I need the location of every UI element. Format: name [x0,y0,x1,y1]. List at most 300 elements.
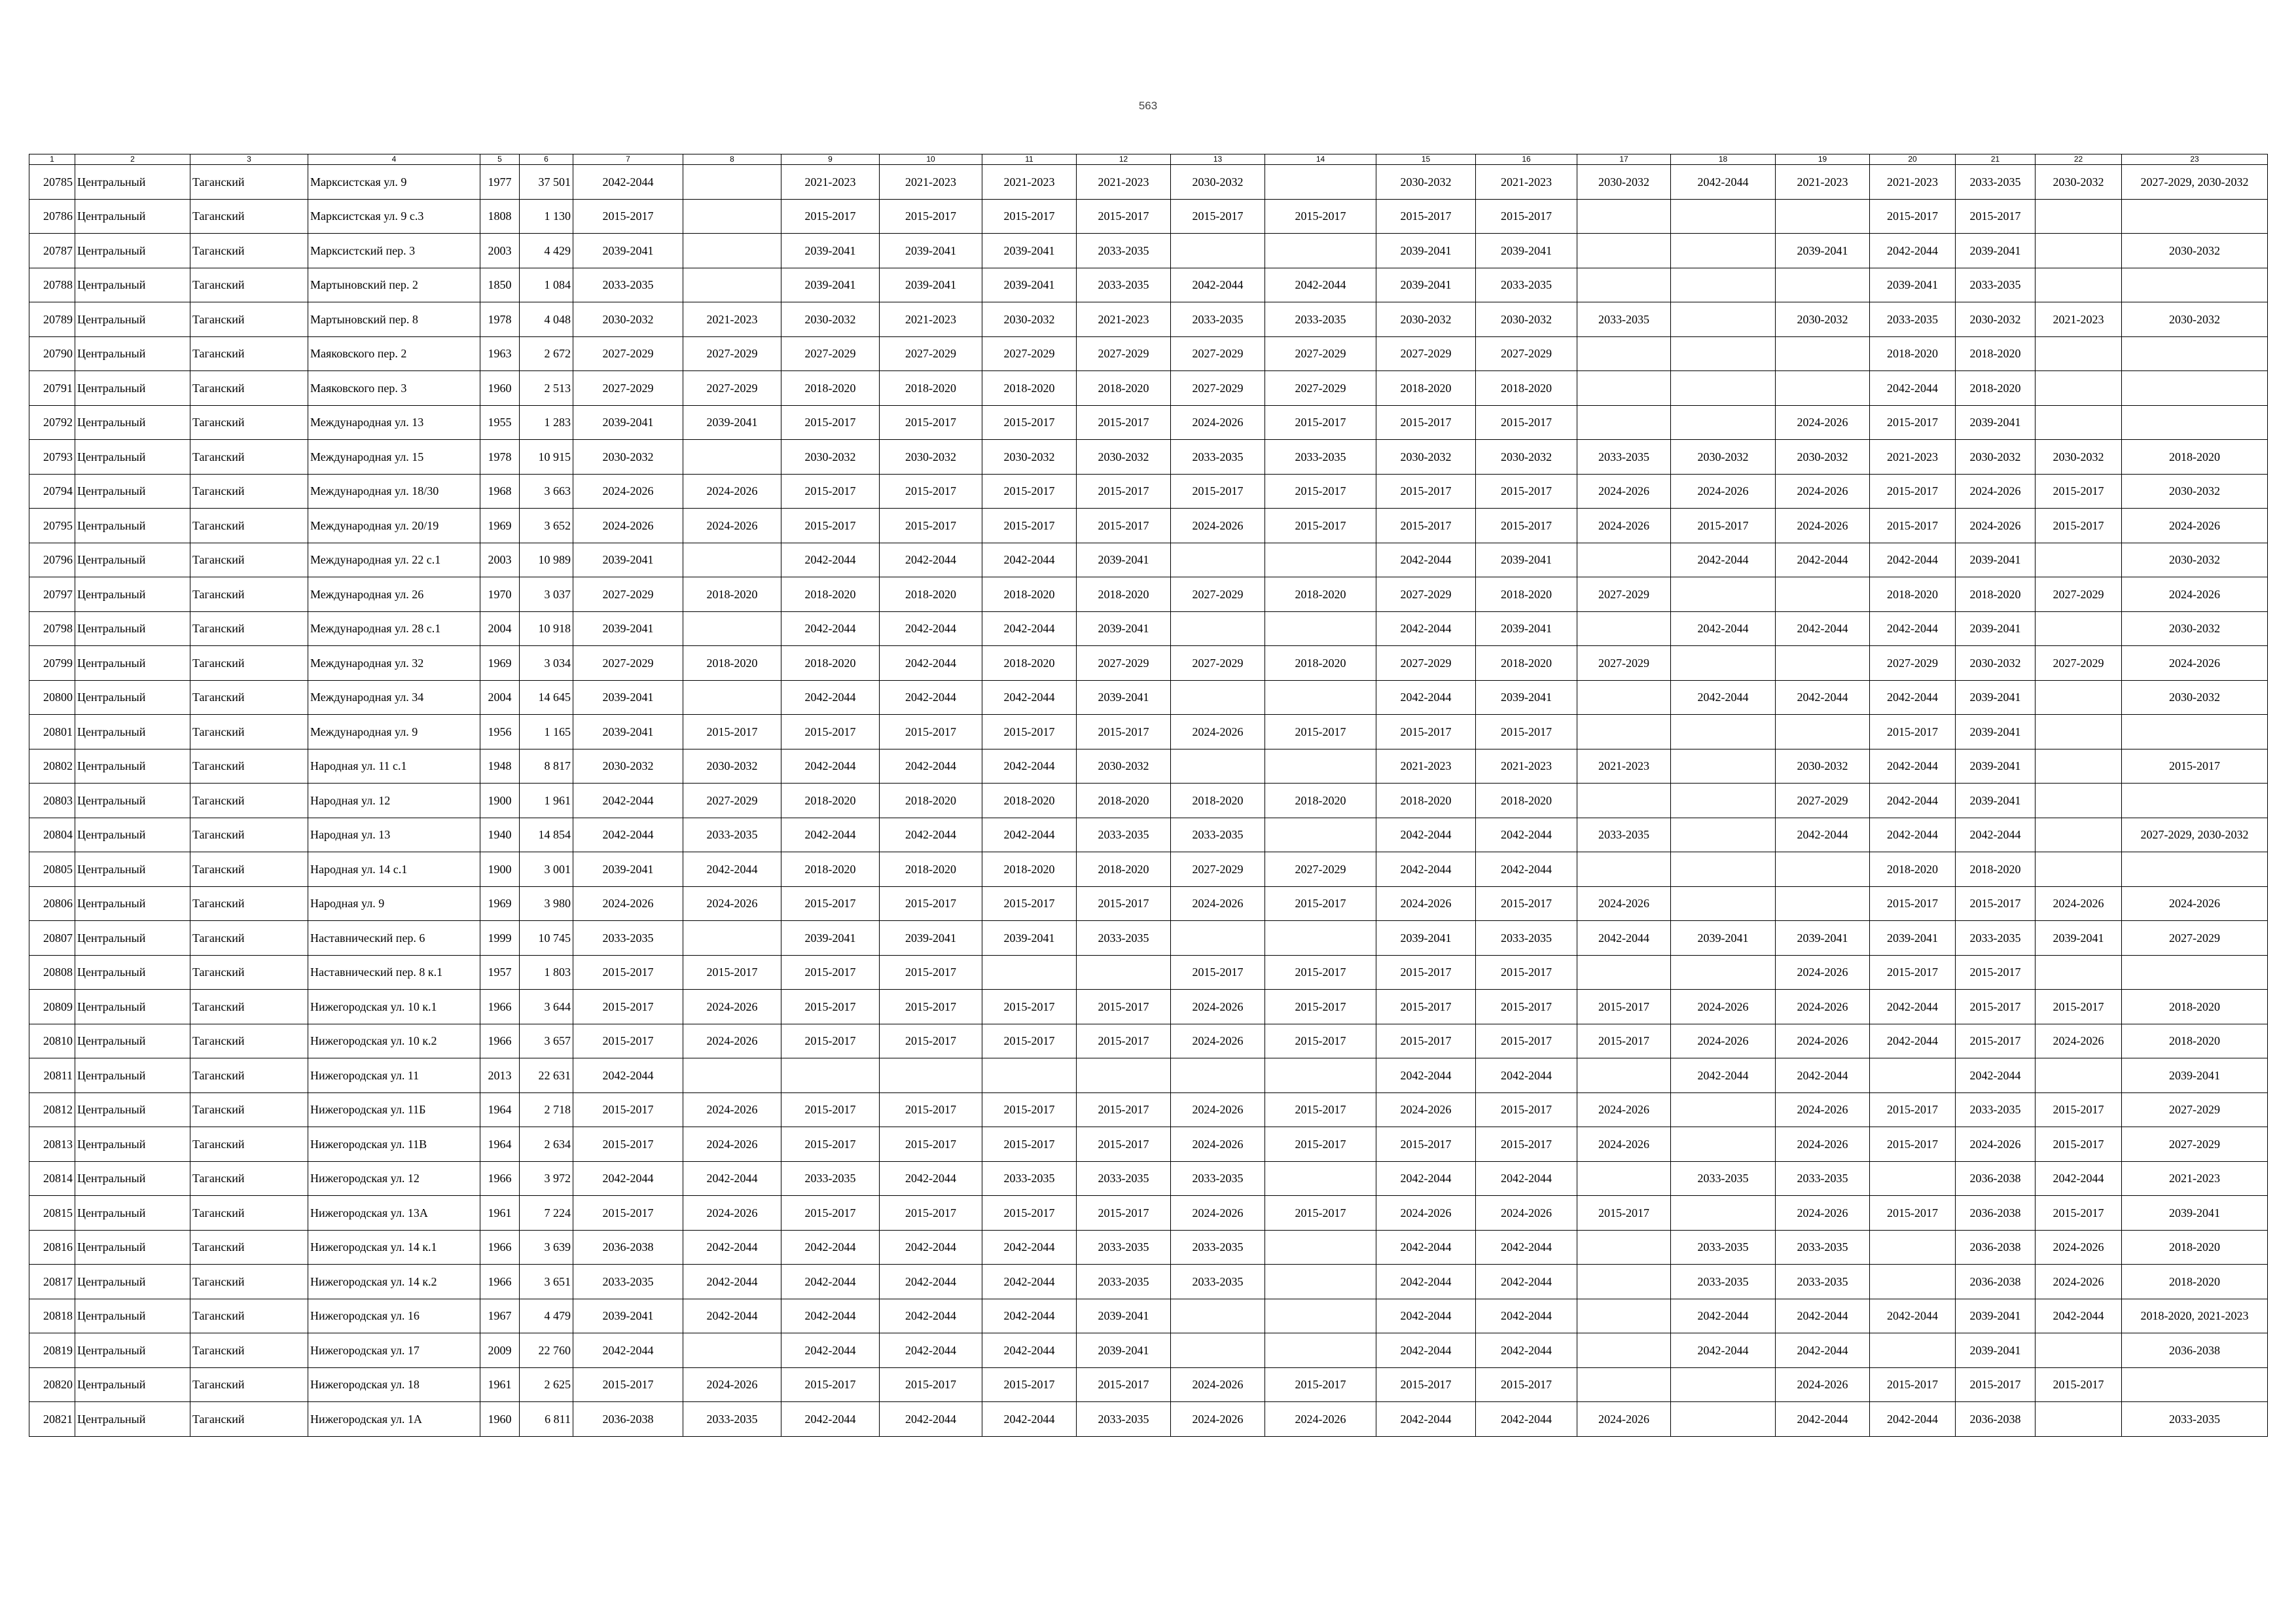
table-cell: 2042-2044 [982,611,1077,646]
table-cell: 2024-2026 [683,886,781,921]
table-cell: 2039-2041 [1476,611,1577,646]
table-cell: 2039-2041 [1956,784,2036,818]
table-cell [2036,1058,2122,1093]
table-cell [2036,268,2122,302]
table-cell: 2027-2029 [880,336,982,371]
table-cell [1577,336,1671,371]
table-cell: 2015-2017 [683,715,781,749]
table-cell: 2042-2044 [982,1299,1077,1333]
table-cell: Международная ул. 26 [308,577,480,612]
table-cell: 2024-2026 [1776,509,1870,543]
table-cell: 2015-2017 [2036,1367,2122,1402]
table-row [29,1127,2268,1162]
table-cell: Центральный [75,234,190,268]
table-cell: 2015-2017 [781,886,880,921]
table-cell: 2042-2044 [880,1299,982,1333]
table-cell: 2039-2041 [982,234,1077,268]
table-cell: 2015-2017 [1265,405,1376,440]
table-cell [2122,715,2268,749]
table-cell: Центральный [75,749,190,784]
table-cell [1776,268,1870,302]
table-cell: 2027-2029 [1171,371,1265,406]
table-cell: 2027-2029 [2122,1127,2268,1162]
table-cell: Нижегородская ул. 1А [308,1402,480,1437]
table-cell: 2042-2044 [781,611,880,646]
table-cell: 2015-2017 [982,1196,1077,1231]
table-cell: 2024-2026 [683,1092,781,1127]
table-row [29,1230,2268,1265]
table-cell: 2039-2041 [982,921,1077,956]
table-cell: Таганский [190,1058,308,1093]
table-row [29,715,2268,749]
table-cell: 2015-2017 [880,1127,982,1162]
table-cell: 2024-2026 [1171,1196,1265,1231]
table-cell: 2018-2020 [2122,1024,2268,1058]
table-cell: 2015-2017 [1577,1024,1671,1058]
table-cell: 2042-2044 [1671,1299,1776,1333]
table-cell: 2042-2044 [1870,234,1956,268]
table-cell: 2018-2020 [781,852,880,887]
table-cell: 2042-2044 [1265,268,1376,302]
table-cell: 2030-2032 [1376,165,1476,200]
table-cell: 20787 [29,234,75,268]
table-cell: 2024-2026 [1171,509,1265,543]
table-cell: 2042-2044 [1671,543,1776,577]
table-cell: 2018-2020 [982,784,1077,818]
table-row [29,749,2268,784]
table-cell: 20804 [29,818,75,852]
table-cell [2036,715,2122,749]
table-cell: 2015-2017 [573,1127,683,1162]
table-cell: 3 652 [520,509,573,543]
table-cell: 2039-2041 [573,611,683,646]
table-cell: 2042-2044 [1870,543,1956,577]
table-cell: 2015-2017 [1376,474,1476,509]
table-cell: 2030-2032 [1171,165,1265,200]
table-cell: Таганский [190,1333,308,1368]
table-cell [1577,680,1671,715]
table-cell [1776,371,1870,406]
table-row [29,371,2268,406]
table-cell: Нижегородская ул. 16 [308,1299,480,1333]
table-cell: 20799 [29,646,75,681]
table-cell: 2021-2023 [1870,440,1956,475]
table-cell: 2027-2029 [1376,646,1476,681]
table-cell: 2021-2023 [1870,165,1956,200]
table-cell: Наставнический пер. 6 [308,921,480,956]
table-cell: 2004 [480,680,520,715]
table-cell: 2015-2017 [1476,990,1577,1024]
table-cell: Центральный [75,405,190,440]
table-cell: 2030-2032 [573,302,683,337]
table-cell: 1 084 [520,268,573,302]
table-cell: 20808 [29,955,75,990]
table-cell: 2030-2032 [2036,165,2122,200]
table-cell: 2042-2044 [1476,1058,1577,1093]
table-cell: 1999 [480,921,520,956]
column-header: 14 [1265,154,1376,165]
table-cell: 1850 [480,268,520,302]
header-row [29,154,2268,165]
table-cell: 2033-2035 [1671,1265,1776,1299]
column-header: 15 [1376,154,1476,165]
table-cell [1171,611,1265,646]
column-header: 21 [1956,154,2036,165]
table-cell: 20790 [29,336,75,371]
table-cell: 37 501 [520,165,573,200]
table-cell: 2042-2044 [1476,1265,1577,1299]
table-cell: Таганский [190,611,308,646]
table-cell: 2015-2017 [982,199,1077,234]
table-cell: 2042-2044 [573,784,683,818]
table-cell: Центральный [75,1196,190,1231]
table-cell: 2039-2041 [573,680,683,715]
table-cell: 2024-2026 [1171,1024,1265,1058]
table-cell: Таганский [190,474,308,509]
table-cell: 2042-2044 [2036,1161,2122,1196]
table-cell [1776,886,1870,921]
table-cell: 2024-2026 [1171,886,1265,921]
table-cell: 2024-2026 [2036,1024,2122,1058]
table-cell: 2042-2044 [1671,1058,1776,1093]
table-cell: 2030-2032 [1776,302,1870,337]
table-cell: 22 760 [520,1333,573,1368]
table-cell: 2033-2035 [1577,818,1671,852]
table-cell: 2030-2032 [573,440,683,475]
table-cell [1776,336,1870,371]
table-cell: Таганский [190,886,308,921]
table-cell: 2015-2017 [1476,1127,1577,1162]
table-cell: 2042-2044 [1870,990,1956,1024]
table-cell [2036,852,2122,887]
table-cell: 2039-2041 [573,234,683,268]
table-cell: 2042-2044 [573,1161,683,1196]
table-cell: Таганский [190,955,308,990]
table-cell: 2015-2017 [1870,886,1956,921]
table-cell: 2024-2026 [2036,886,2122,921]
table-cell: 2015-2017 [880,199,982,234]
table-cell: 2039-2041 [781,268,880,302]
table-cell: 20819 [29,1333,75,1368]
table-cell: 1 803 [520,955,573,990]
table-cell [1171,543,1265,577]
table-cell: 2018-2020 [1376,784,1476,818]
table-cell: 2024-2026 [1956,474,2036,509]
table-cell: Центральный [75,818,190,852]
table-cell [2122,405,2268,440]
table-cell [1870,1161,1956,1196]
table-cell: 2027-2029 [1171,852,1265,887]
table-cell: 2003 [480,234,520,268]
table-cell [2036,784,2122,818]
table-cell: 2036-2038 [2122,1333,2268,1368]
table-cell [2122,199,2268,234]
table-cell: 2024-2026 [573,474,683,509]
table-cell: 2030-2032 [1376,440,1476,475]
table-cell: 14 854 [520,818,573,852]
table-cell: 3 657 [520,1024,573,1058]
table-cell: 2039-2041 [1077,543,1171,577]
table-cell: 2015-2017 [1376,199,1476,234]
table-cell: 2024-2026 [1376,1092,1476,1127]
table-cell: 2018-2020 [1476,371,1577,406]
table-cell: 2039-2041 [880,268,982,302]
table-cell: 1964 [480,1092,520,1127]
table-cell: 2042-2044 [982,749,1077,784]
table-cell: 2024-2026 [1776,1196,1870,1231]
table-cell: 2015-2017 [982,405,1077,440]
table-cell: Центральный [75,1333,190,1368]
table-row [29,921,2268,956]
table-cell: 2033-2035 [1956,921,2036,956]
table-cell [2036,680,2122,715]
table-cell [1671,268,1776,302]
table-cell: 2015-2017 [2036,990,2122,1024]
table-cell [1577,405,1671,440]
table-cell: 2027-2029 [1265,852,1376,887]
table-cell: 2027-2029 [573,577,683,612]
table-cell: 3 663 [520,474,573,509]
table-cell [1776,199,1870,234]
table-cell: 2015-2017 [1171,955,1265,990]
table-cell: 2039-2041 [1376,921,1476,956]
table-cell [683,921,781,956]
table-row [29,302,2268,337]
table-cell [1265,611,1376,646]
table-cell: Таганский [190,199,308,234]
table-cell: 2042-2044 [982,1333,1077,1368]
table-cell: 2027-2029 [573,646,683,681]
table-cell: 2039-2041 [1956,405,2036,440]
table-cell [1577,1333,1671,1368]
table-cell: 20818 [29,1299,75,1333]
table-cell: 2015-2017 [880,955,982,990]
table-cell: 2033-2035 [1671,1161,1776,1196]
table-cell: 2042-2044 [982,818,1077,852]
table-cell: 2024-2026 [1671,474,1776,509]
table-cell: 1 961 [520,784,573,818]
table-cell: 2027-2029 [1171,577,1265,612]
table-cell: 2042-2044 [1776,818,1870,852]
table-cell: Марксистская ул. 9 [308,165,480,200]
table-row [29,234,2268,268]
table-cell: 2030-2032 [1776,749,1870,784]
table-cell: Таганский [190,405,308,440]
column-header: 13 [1171,154,1265,165]
table-cell: 2015-2017 [1956,955,2036,990]
table-cell: 20811 [29,1058,75,1093]
table-cell [1265,749,1376,784]
table-cell [2122,955,2268,990]
table-cell: 1961 [480,1196,520,1231]
table-cell: 2042-2044 [1376,1299,1476,1333]
table-cell: 2024-2026 [2036,1265,2122,1299]
table-cell: 2 672 [520,336,573,371]
table-cell: 2033-2035 [1776,1230,1870,1265]
table-cell: Нижегородская ул. 10 к.1 [308,990,480,1024]
table-cell: 2015-2017 [1077,1127,1171,1162]
table-cell: 2039-2041 [880,234,982,268]
table-cell: Центральный [75,1299,190,1333]
table-cell: 2024-2026 [1776,1127,1870,1162]
table-cell: Народная ул. 13 [308,818,480,852]
table-cell: 2021-2023 [683,302,781,337]
table-cell: 2018-2020 [1376,371,1476,406]
table-cell: 2033-2035 [1956,268,2036,302]
table-cell: 2015-2017 [982,1024,1077,1058]
table-cell [683,1058,781,1093]
table-cell: Таганский [190,646,308,681]
table-cell: 2018-2020 [982,852,1077,887]
table-cell [2036,405,2122,440]
table-cell: 2015-2017 [1870,1127,1956,1162]
table-cell: Нижегородская ул. 12 [308,1161,480,1196]
table-cell: 2015-2017 [1476,1367,1577,1402]
table-cell: 1966 [480,1024,520,1058]
table-cell: 2027-2029 [573,371,683,406]
table-cell [1671,1092,1776,1127]
table-cell [683,268,781,302]
table-row [29,1265,2268,1299]
table-cell [1077,955,1171,990]
table-cell: 2039-2041 [982,268,1077,302]
column-header: 3 [190,154,308,165]
table-cell: Народная ул. 9 [308,886,480,921]
table-cell [982,955,1077,990]
table-cell: Марксистский пер. 3 [308,234,480,268]
table-cell [1171,921,1265,956]
table-cell [683,165,781,200]
table-cell: Центральный [75,302,190,337]
table-cell: 2033-2035 [1870,302,1956,337]
column-header: 17 [1577,154,1671,165]
table-cell [1671,784,1776,818]
table-cell: 2042-2044 [880,749,982,784]
table-cell: 2036-2038 [573,1402,683,1437]
table-cell: 2027-2029 [683,371,781,406]
table-cell: 2027-2029 [982,336,1077,371]
table-cell [1577,199,1671,234]
table-cell: 2024-2026 [2122,509,2268,543]
table-cell: Центральный [75,955,190,990]
table-cell: 1963 [480,336,520,371]
table-cell: Международная ул. 18/30 [308,474,480,509]
table-cell: 3 034 [520,646,573,681]
table-cell: 2015-2017 [1376,955,1476,990]
table-cell: 2030-2032 [683,749,781,784]
table-cell: 2042-2044 [880,1230,982,1265]
table-cell: 2030-2032 [2122,234,2268,268]
table-cell: 2039-2041 [1476,680,1577,715]
table-cell: 2027-2029 [1077,646,1171,681]
table-cell: 2042-2044 [781,1333,880,1368]
table-row [29,886,2268,921]
table-cell [1671,199,1776,234]
table-cell: 2033-2035 [1776,1265,1870,1299]
table-cell: Таганский [190,1367,308,1402]
table-cell: Таганский [190,302,308,337]
table-cell [683,1333,781,1368]
table-cell: 2015-2017 [1376,1367,1476,1402]
table-cell: Центральный [75,336,190,371]
table-cell: 7 224 [520,1196,573,1231]
table-cell: 2042-2044 [573,1333,683,1368]
table-cell: 2 718 [520,1092,573,1127]
table-cell: 2039-2041 [1077,1299,1171,1333]
table-cell: Таганский [190,1092,308,1127]
table-cell: 2015-2017 [982,990,1077,1024]
table-cell: 2015-2017 [1265,1196,1376,1231]
table-cell: 2018-2020 [982,577,1077,612]
table-cell: 2015-2017 [982,886,1077,921]
table-cell: 2042-2044 [1476,1402,1577,1437]
table-cell: 2024-2026 [1171,1402,1265,1437]
table-cell: 2033-2035 [1077,921,1171,956]
table-cell: 2015-2017 [1476,1092,1577,1127]
table-cell: 2033-2035 [1577,440,1671,475]
table-cell: 4 048 [520,302,573,337]
table-cell: 20802 [29,749,75,784]
table-cell: Нижегородская ул. 13А [308,1196,480,1231]
table-cell: 2015-2017 [2122,749,2268,784]
table-cell [1265,1161,1376,1196]
table-cell: 2033-2035 [1077,1161,1171,1196]
table-cell: 2042-2044 [1776,1058,1870,1093]
table-cell: 2015-2017 [1671,509,1776,543]
table-cell: Центральный [75,199,190,234]
table-cell: 2015-2017 [1476,955,1577,990]
table-row [29,611,2268,646]
table-cell: 2015-2017 [1476,405,1577,440]
table-cell: 2033-2035 [1171,1265,1265,1299]
table-cell: 2024-2026 [573,886,683,921]
table-cell: 2036-2038 [1956,1402,2036,1437]
table-cell: Таганский [190,268,308,302]
table-cell [1577,715,1671,749]
table-cell: 2024-2026 [683,1367,781,1402]
table-cell: 2015-2017 [1956,1024,2036,1058]
table-cell: 2042-2044 [880,646,982,681]
table-row [29,784,2268,818]
column-header: 12 [1077,154,1171,165]
table-cell: 22 631 [520,1058,573,1093]
table-cell: 1948 [480,749,520,784]
table-cell: 2042-2044 [573,1058,683,1093]
table-cell: 1966 [480,1265,520,1299]
table-cell: 2042-2044 [781,680,880,715]
table-cell: 2033-2035 [1956,1092,2036,1127]
table-cell: 2030-2032 [573,749,683,784]
table-cell: 2021-2023 [2122,1161,2268,1196]
table-cell: Нижегородская ул. 11В [308,1127,480,1162]
table-cell: 2015-2017 [1476,509,1577,543]
table-cell: 2024-2026 [1776,1024,1870,1058]
table-cell: Нижегородская ул. 14 к.1 [308,1230,480,1265]
table-cell: 20797 [29,577,75,612]
table-cell: 1 130 [520,199,573,234]
table-cell: 2039-2041 [880,921,982,956]
table-cell: 2018-2020, 2021-2023 [2122,1299,2268,1333]
table-cell: Центральный [75,921,190,956]
table-cell: 2042-2044 [1870,1402,1956,1437]
table-cell: 2015-2017 [880,715,982,749]
table-cell [2122,852,2268,887]
table-cell: 2021-2023 [1376,749,1476,784]
table-cell [1577,1161,1671,1196]
table-cell: 2042-2044 [1476,1161,1577,1196]
table-cell: 2018-2020 [1077,371,1171,406]
table-cell [1671,749,1776,784]
